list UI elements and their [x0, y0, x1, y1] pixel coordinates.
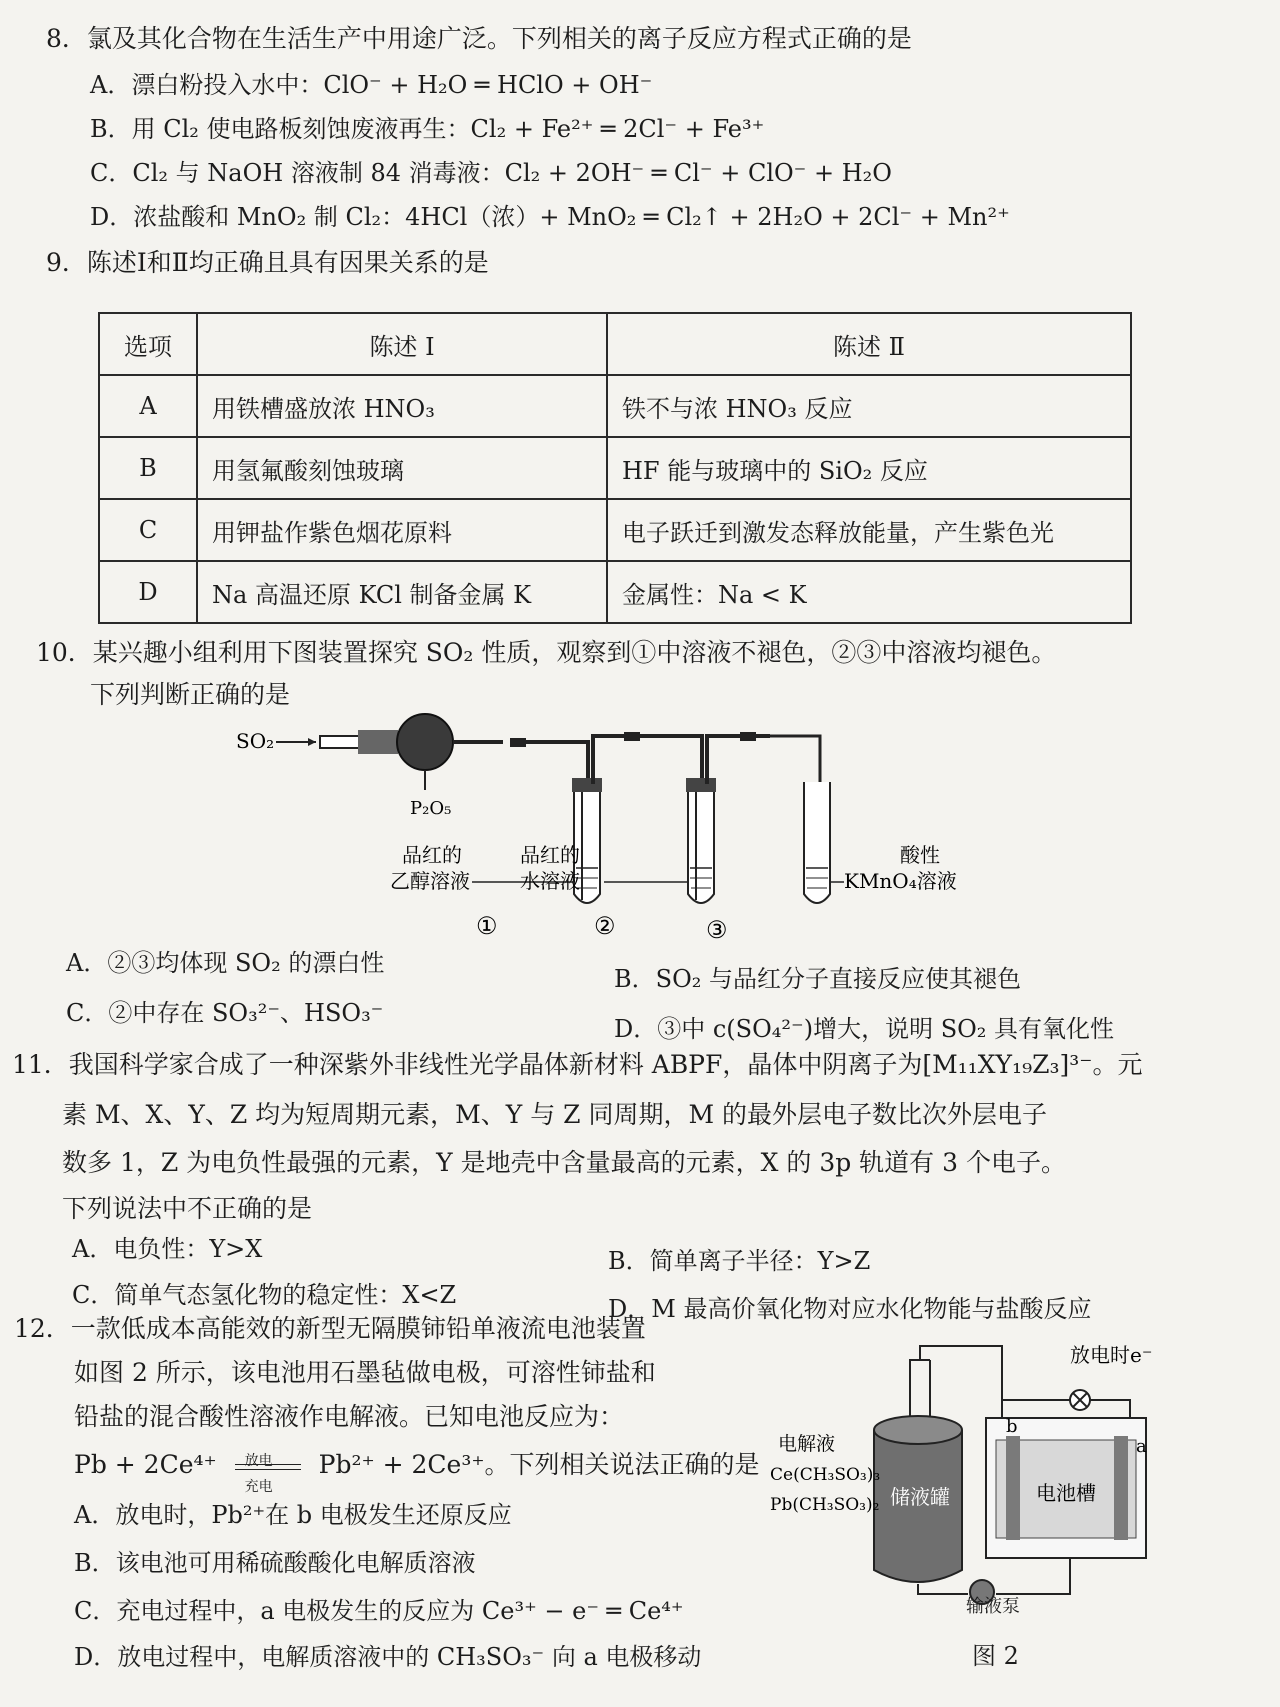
q12-line2: 如图 2 所示，该电池用石墨毡做电极，可溶性铈盐和 — [74, 1358, 656, 1387]
row-statement-2: 铁不与浓 HNO₃ 反应 — [607, 375, 1131, 437]
q10-option-a: A．②③均体现 SO₂ 的漂白性 — [66, 949, 385, 977]
reaction-left: Pb + 2Ce⁴⁺ — [74, 1450, 217, 1479]
q10-option-c: C．②中存在 SO₃²⁻、HSO₃⁻ — [66, 999, 384, 1027]
ce-salt-label: Ce(CH₃SO₃)₃ — [770, 1465, 881, 1485]
table-header-row — [99, 313, 1131, 375]
cell-label: 电池槽 — [1036, 1481, 1096, 1505]
q8-option-d: D．浓盐酸和 MnO₂ 制 Cl₂：4HCl（浓）+ MnO₂ ═ Cl₂↑ + 2H₂O + 2Cl⁻ + Mn²⁺ — [90, 203, 1010, 231]
q11-line4: 下列说法中不正确的是 — [62, 1194, 313, 1223]
q11-option-a: A．电负性：Y>X — [72, 1235, 263, 1263]
electrolyte-label: 电解液 — [778, 1433, 836, 1455]
table-row — [99, 561, 1131, 623]
q11-line1: 11．我国科学家合成了一种深紫外非线性光学晶体新材料 ABPF，晶体中阴离子为[M₁₁XY₁₉Z₃]³⁻。元 — [12, 1050, 1143, 1079]
row-statement-1: Na 高温还原 KCl 制备金属 K — [197, 561, 607, 623]
q12-line3: 铅盐的混合酸性溶液作电解液。已知电池反应为： — [74, 1402, 625, 1431]
row-statement-1: 用氢氟酸刻蚀玻璃 — [197, 437, 607, 499]
drying-bulb-icon — [397, 714, 453, 770]
q11-line3: 数多 1，Z 为电负性最强的元素，Y 是地壳中含量最高的元素，X 的 3p 轨道有 3 个电子。 — [62, 1148, 1066, 1177]
q10-option-d: D．③中 c(SO₄²⁻)增大，说明 SO₂ 具有氧化性 — [614, 1015, 1115, 1043]
q11-line2: 素 M、X、Y、Z 均为短周期元素，M、Y 与 Z 同周期，M 的最外层电子数比次外层电子 — [62, 1100, 1048, 1129]
arrow-bottom-label: 充电 — [244, 1478, 273, 1495]
row-statement-1: 用钾盐作紫色烟花原料 — [197, 499, 607, 561]
row-option: A — [99, 375, 197, 437]
q9-stem: 9．陈述Ⅰ和Ⅱ均正确且具有因果关系的是 — [46, 248, 489, 277]
q12-option-a: A．放电时，Pb²⁺在 b 电极发生还原反应 — [74, 1501, 512, 1529]
q10-option-b: B．SO₂ 与品红分子直接反应使其褪色 — [614, 965, 1022, 993]
header-statement-2: 陈述 Ⅱ — [607, 313, 1131, 375]
q8-option-a: A．漂白粉投入水中：ClO⁻ + H₂O ═ HClO + OH⁻ — [90, 71, 653, 99]
q11-option-d: D．M 最高价氧化物对应水化物能与盐酸反应 — [608, 1295, 1092, 1323]
electrode-a-label: a — [1136, 1436, 1147, 1457]
so2-label: SO₂ — [236, 729, 275, 753]
header-statement-1: 陈述 Ⅰ — [197, 313, 607, 375]
header-option: 选项 — [99, 313, 197, 375]
reversible-arrow — [231, 1450, 305, 1495]
table-row — [99, 437, 1131, 499]
discharge-label: 放电时e⁻ — [1070, 1343, 1153, 1367]
row-option: B — [99, 437, 197, 499]
pb-salt-label: Pb(CH₃SO₃)₂ — [770, 1495, 880, 1515]
tube2-label-top: 品红的 — [520, 843, 580, 867]
tube3-number: ③ — [706, 916, 728, 944]
tube1-label-top: 品红的 — [402, 843, 462, 867]
q8-option-c: C．Cl₂ 与 NaOH 溶液制 84 消毒液：Cl₂ + 2OH⁻ ═ Cl⁻ + ClO⁻ + H₂O — [90, 159, 892, 187]
arrow-top-label: 放电 — [244, 1452, 273, 1469]
row-statement-2: 金属性：Na < K — [607, 561, 1131, 623]
p2o5-label: P₂O₅ — [410, 798, 452, 819]
figure-2-battery — [770, 1340, 1180, 1610]
row-option: D — [99, 561, 197, 623]
reaction-right: Pb²⁺ + 2Ce³⁺。下列相关说法正确的是 — [318, 1450, 760, 1479]
q10-stem-line1: 10．某兴趣小组利用下图装置探究 SO₂ 性质，观察到①中溶液不褪色，②③中溶液均褪色。 — [36, 638, 1057, 667]
q8-stem: 8．氯及其化合物在生活生产中用途广泛。下列相关的离子反应方程式正确的是 — [46, 24, 912, 53]
q11-option-b: B．简单离子半径：Y>Z — [608, 1247, 871, 1275]
row-option: C — [99, 499, 197, 561]
row-statement-2: 电子跃迁到激发态释放能量，产生紫色光 — [607, 499, 1131, 561]
q10-stem-line2: 下列判断正确的是 — [90, 680, 291, 709]
q8-option-b: B．用 Cl₂ 使电路板刻蚀废液再生：Cl₂ + Fe²⁺ ═ 2Cl⁻ + Fe³⁺ — [90, 115, 765, 143]
pump-label: 输液泵 — [966, 1596, 1020, 1617]
q10-apparatus-figure — [220, 712, 1000, 952]
tank-label: 储液罐 — [890, 1485, 950, 1509]
tube1-number: ① — [476, 912, 498, 940]
tube2-label-bottom: 水溶液 — [520, 869, 580, 893]
tube1-label-bottom: 乙醇溶液 — [390, 869, 470, 893]
q12-reaction — [74, 1448, 760, 1495]
q9-table — [98, 312, 1132, 624]
q11-option-c: C．简单气态氢化物的稳定性：X<Z — [72, 1281, 457, 1309]
electrode-b-label: b — [1006, 1416, 1018, 1437]
q12-option-d: D．放电过程中，电解质溶液中的 CH₃SO₃⁻ 向 a 电极移动 — [74, 1643, 702, 1671]
q12-option-b: B．该电池可用稀硫酸酸化电解质溶液 — [74, 1549, 476, 1577]
tube3-label-top: 酸性 — [900, 843, 940, 867]
q12-option-c: C．充电过程中，a 电极发生的反应为 Ce³⁺ − e⁻ ═ Ce⁴⁺ — [74, 1597, 684, 1625]
tube3-label-bottom: KMnO₄溶液 — [844, 869, 957, 893]
q12-line1: 12．一款低成本高能效的新型无隔膜铈铅单液流电池装置 — [14, 1314, 646, 1343]
row-statement-1: 用铁槽盛放浓 HNO₃ — [197, 375, 607, 437]
table-row — [99, 375, 1131, 437]
row-statement-2: HF 能与玻璃中的 SiO₂ 反应 — [607, 437, 1131, 499]
tube2-number: ② — [594, 912, 616, 940]
figure-2-caption: 图 2 — [972, 1642, 1019, 1670]
table-row — [99, 499, 1131, 561]
